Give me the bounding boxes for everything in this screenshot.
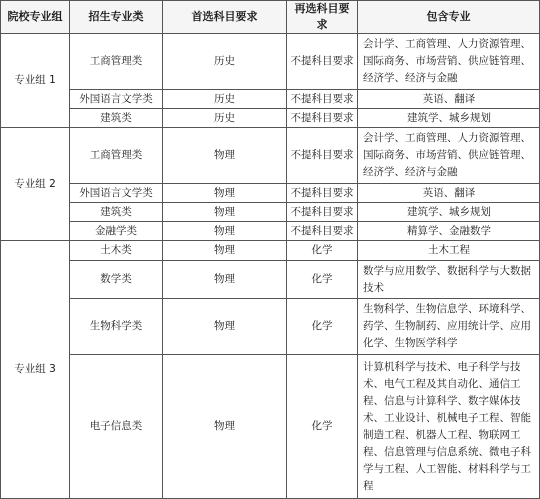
majors-cell: 生物科学、生物信息学、环境科学、药学、生物制药、应用统计学、应用化学、生物医学科学 [358,299,540,355]
category-cell: 外国语言文学类 [70,184,163,203]
category-cell: 外国语言文学类 [70,90,163,109]
first-subject-cell: 物理 [163,299,287,355]
second-subject-cell: 化学 [287,299,358,355]
header-first-subject: 首选科目要求 [163,1,287,34]
second-subject-cell: 化学 [287,261,358,299]
second-subject-cell: 不提科目要求 [287,90,358,109]
first-subject-cell: 物理 [163,261,287,299]
second-subject-cell: 不提科目要求 [287,128,358,184]
table-row [1,355,540,499]
table-row [1,90,540,109]
group-name: 专业组 3 [1,241,70,499]
majors-cell: 土木工程 [358,241,540,261]
category-cell: 生物科学类 [70,299,163,355]
table-row [1,241,540,261]
majors-cell: 精算学、金融数学 [358,222,540,241]
header-category: 招生专业类 [70,1,163,34]
first-subject-cell: 历史 [163,90,287,109]
majors-cell: 会计学、工商管理、人力资源管理、国际商务、市场营销、供应链管理、经济学、经济与金融 [358,128,540,184]
first-subject-cell: 物理 [163,184,287,203]
majors-cell: 建筑学、城乡规划 [358,203,540,222]
table-row [1,261,540,299]
category-cell: 金融学类 [70,222,163,241]
group-name: 专业组 2 [1,128,70,241]
table-row [1,128,540,184]
second-subject-cell: 化学 [287,241,358,261]
second-subject-cell: 不提科目要求 [287,34,358,90]
table-row [1,109,540,128]
category-cell: 电子信息类 [70,355,163,499]
second-subject-cell: 不提科目要求 [287,184,358,203]
table-row [1,34,540,90]
second-subject-cell: 不提科目要求 [287,222,358,241]
majors-cell: 英语、翻译 [358,184,540,203]
category-cell: 工商管理类 [70,34,163,90]
first-subject-cell: 物理 [163,128,287,184]
majors-cell: 数学与应用数学、数据科学与大数据技术 [358,261,540,299]
category-cell: 建筑类 [70,203,163,222]
category-cell: 土木类 [70,241,163,261]
first-subject-cell: 历史 [163,109,287,128]
category-cell: 工商管理类 [70,128,163,184]
table-row [1,203,540,222]
header-second-subject: 再选科目要求 [287,1,358,34]
second-subject-cell: 不提科目要求 [287,109,358,128]
header-group: 院校专业组 [1,1,70,34]
first-subject-cell: 物理 [163,355,287,499]
majors-cell: 建筑学、城乡规划 [358,109,540,128]
group-name: 专业组 1 [1,34,70,128]
category-cell: 数学类 [70,261,163,299]
header-majors: 包含专业 [358,1,540,34]
table-row [1,222,540,241]
first-subject-cell: 物理 [163,203,287,222]
header-row [1,1,540,34]
first-subject-cell: 物理 [163,241,287,261]
second-subject-cell: 不提科目要求 [287,203,358,222]
category-cell: 建筑类 [70,109,163,128]
second-subject-cell: 化学 [287,355,358,499]
first-subject-cell: 历史 [163,34,287,90]
majors-cell: 计算机科学与技术、电子科学与技术、电气工程及其自动化、通信工程、信息与计算科学、数字媒体技术、工业设计、机械电子工程、智能制造工程、机器人工程、物联网工程、信息管理与信息系统、微电子科学与工程、人工智能、材料科学与工程 [358,355,540,499]
majors-cell: 会计学、工商管理、人力资源管理、国际商务、市场营销、供应链管理、经济学、经济与金融 [358,34,540,90]
table-row [1,299,540,355]
majors-cell: 英语、翻译 [358,90,540,109]
first-subject-cell: 物理 [163,222,287,241]
table-row [1,184,540,203]
